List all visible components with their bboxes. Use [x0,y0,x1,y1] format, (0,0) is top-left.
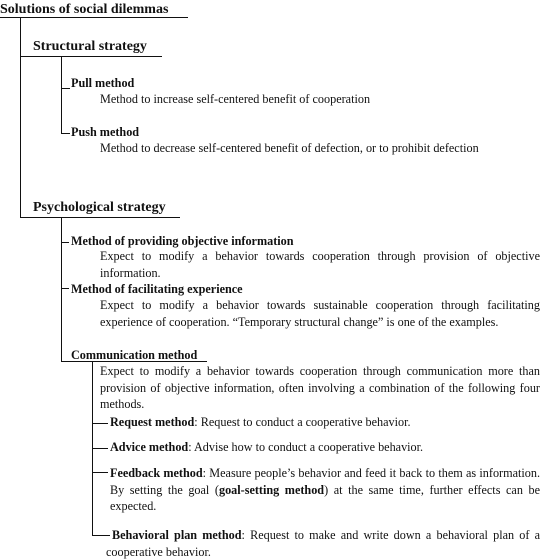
communication-desc: Expect to modify a behavior towards cooperation through communication more than provision of objective information, often involving a combination of the following four methods. [100,364,540,411]
behavioral-plan-desc: : Request to make and write down a behavioral plan of a cooperative behavior. [106,528,540,559]
structural-branch-line [61,56,62,134]
feedback-method-desc-a: : Measure people’s behavior and feed it back to them as information. By setting the goal ( [110,466,540,497]
objective-info-desc: Expect to modify a behavior towards cooperation through provision of objective information. [100,249,540,280]
psychological-title: Psychological strategy [33,200,166,215]
facilitating-title: Method of facilitating experience [71,282,243,296]
behavioral-plan-title: Behavioral plan method [112,528,242,542]
structural-title: Structural strategy [33,39,147,54]
feedback-method-title: Feedback method [110,466,203,480]
goal-setting-method: goal-setting method [218,482,325,497]
objective-connector [61,242,69,243]
request-method-desc: : Request to conduct a cooperative behavior. [194,415,411,429]
push-connector [61,133,70,134]
request-method [110,415,411,430]
pull-method-desc: Method to increase self-centered benefit of cooperation [100,92,371,106]
advice-connector [92,448,108,449]
root-title: Solutions of social dilemmas [0,2,169,17]
psychological-branch-line [61,217,62,361]
pull-method-title: Pull method [71,76,135,90]
structural-underline [20,56,162,57]
push-method-desc: Method to decrease self-centered benefit of defection, or to prohibit defection [100,141,479,155]
feedback-connector [92,472,108,473]
feedback-method [110,465,540,515]
request-connector [92,423,108,424]
communication-title: Communication method [71,348,198,362]
root-trunk-line [20,17,21,217]
feedback-method-desc-b: ) at the same time, further effects can be expected. [110,482,541,513]
advice-method-title: Advice method [110,440,189,454]
behavioral-plan-method [106,527,540,560]
facilitating-connector [61,288,69,289]
objective-info-title: Method of providing objective information [71,234,294,248]
advice-method-desc: : Advise how to conduct a cooperative behavior. [188,440,424,454]
facilitating-desc: Expect to modify a behavior towards sustainable cooperation through facilitating experience of cooperation. “Temporary structural change” is one of the examples. [100,298,540,329]
request-method-title: Request method [110,415,195,429]
root-underline [0,17,188,18]
advice-method [110,440,423,455]
psychological-underline [20,217,180,218]
pull-connector [61,88,70,89]
push-method-title: Push method [71,125,140,139]
